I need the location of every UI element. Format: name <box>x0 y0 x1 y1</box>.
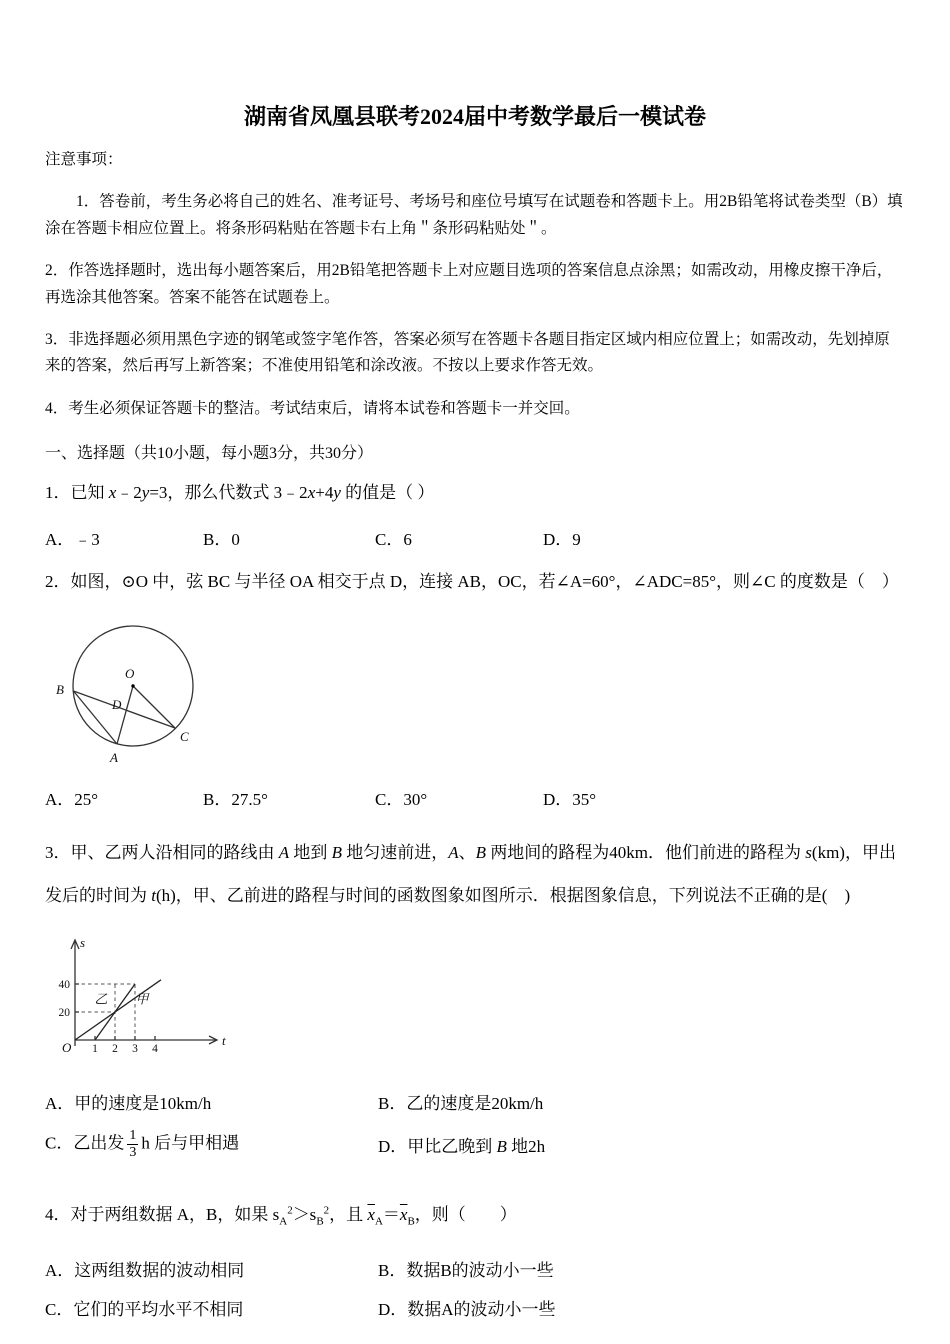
center-point <box>131 684 134 687</box>
svg-text:2: 2 <box>112 1043 118 1056</box>
q4-option-d: D．数据A的波动小一些 <box>378 1300 556 1320</box>
q4-option-a: A．这两组数据的波动相同 <box>45 1261 245 1281</box>
point-label-A: A <box>110 750 118 766</box>
question-1 <box>45 479 905 550</box>
svg-text:O: O <box>62 1040 72 1056</box>
q2-option-b: B．27.5° <box>203 790 268 810</box>
q4-options-row2 <box>45 1295 905 1320</box>
q2-option-a: A．25° <box>45 790 99 810</box>
q1-stem: 1．已知 x﹣2y=3，那么代数式 3﹣2x+4y 的值是（ ） <box>45 483 435 503</box>
q2-stem: 2．如图，⊙O 中，弦 BC 与半径 OA 相交于点 D，连接 AB，OC，若∠A=60°，∠ADC=85°，则∠C 的度数是（ ） <box>45 572 899 592</box>
svg-text:乙: 乙 <box>94 991 108 1007</box>
notice-section <box>45 147 905 422</box>
q1-options <box>45 525 905 550</box>
q3-option-b: B．乙的速度是20km/h <box>378 1094 544 1114</box>
question-4 <box>45 1201 905 1320</box>
q1-option-c: C．6 <box>375 530 412 550</box>
point-label-D: D <box>112 697 122 713</box>
notice-item-4: 4．考生必须保证答题卡的整洁。考试结束后，请将本试卷和答题卡一并交回。 <box>45 399 580 417</box>
q4-option-c: C．它们的平均水平不相同 <box>45 1300 244 1320</box>
q3-option-c: C．乙出发 $\frac{1}{3}$ h 后与甲相遇 <box>45 1128 240 1161</box>
question-3 <box>45 832 905 1161</box>
q2-options <box>45 785 905 810</box>
svg-text:1: 1 <box>92 1043 98 1056</box>
question-2 <box>45 568 905 810</box>
q3-options-row2 <box>45 1128 905 1161</box>
q2-option-c: C．30° <box>375 790 428 810</box>
q4-options-row1 <box>45 1256 905 1281</box>
q3-stem: 3．甲、乙两人沿相同的路线由 A 地到 B 地匀速前进，A、B 两地间的路程为40km．他们前进的路程为 s(km)，甲出发后的时间为 t(h)，甲、乙前进的路程与时间的函数图象如图所示．根据图象信息，下列说法不正确的是( ) <box>45 843 896 905</box>
q1-option-d: D．9 <box>543 530 581 550</box>
svg-text:s: s <box>80 935 86 951</box>
notice-item-2: 2．作答选择题时，选出每小题答案后，用2B铅笔把答题卡上对应题目选项的答案信息点涂黑；如需改动，用橡皮擦干净后，再选涂其他答案。答案不能答在试题卷上。 <box>45 261 893 306</box>
point-label-B: B <box>56 682 64 698</box>
q3-options-row1 <box>45 1089 905 1114</box>
q1-option-b: B．0 <box>203 530 240 550</box>
q3-option-a: A．甲的速度是10km/h <box>45 1094 212 1114</box>
notice-item-1: 1．答卷前，考生务必将自己的姓名、准考证号、考场号和座位号填写在试题卷和答题卡上。用2B铅笔将试卷类型（B）填涂在答题卡相应位置上。将条形码粘贴在答题卡右上角＂条形码粘贴处＂。 <box>45 193 903 237</box>
q3-figure <box>53 934 905 1071</box>
svg-text:3: 3 <box>132 1043 138 1056</box>
point-label-C: C <box>180 729 189 745</box>
notice-heading: 注意事项： <box>45 151 123 168</box>
q1-option-a: A．﹣3 <box>45 530 100 550</box>
svg-text:40: 40 <box>58 979 70 992</box>
section-heading: 一、选择题（共10小题，每小题3分，共30分） <box>45 445 374 463</box>
q2-figure <box>53 614 905 773</box>
q3-option-d: D．甲比乙晚到 B 地2h <box>378 1137 546 1157</box>
q4-stem: 4．对于两组数据 A，B，如果 $s_A^2>s_B^2$，且 $\overline{x}_A=\overline{x}_B$，则（ ） <box>45 1204 517 1228</box>
svg-text:甲: 甲 <box>135 991 149 1007</box>
svg-text:t: t <box>222 1033 226 1049</box>
q2-option-d: D．35° <box>543 790 597 810</box>
svg-text:4: 4 <box>152 1043 158 1056</box>
page-title: 湖南省凤凰县联考2024届中考数学最后一模试卷 <box>243 104 706 129</box>
svg-text:20: 20 <box>58 1007 70 1020</box>
point-label-O: O <box>125 666 135 682</box>
q4-option-b: B．数据B的波动小一些 <box>378 1261 554 1281</box>
circle-diagram <box>53 614 211 768</box>
notice-item-3: 3．非选择题必须用黑色字迹的钢笔或签字笔作答，答案必须写在答题卡各题目指定区域内相应位置上；如需改动，先划掉原来的答案，然后再写上新答案；不准使用铅笔和涂改液。不按以上要求作答无效。 <box>45 330 890 375</box>
distance-time-graph <box>53 934 243 1066</box>
